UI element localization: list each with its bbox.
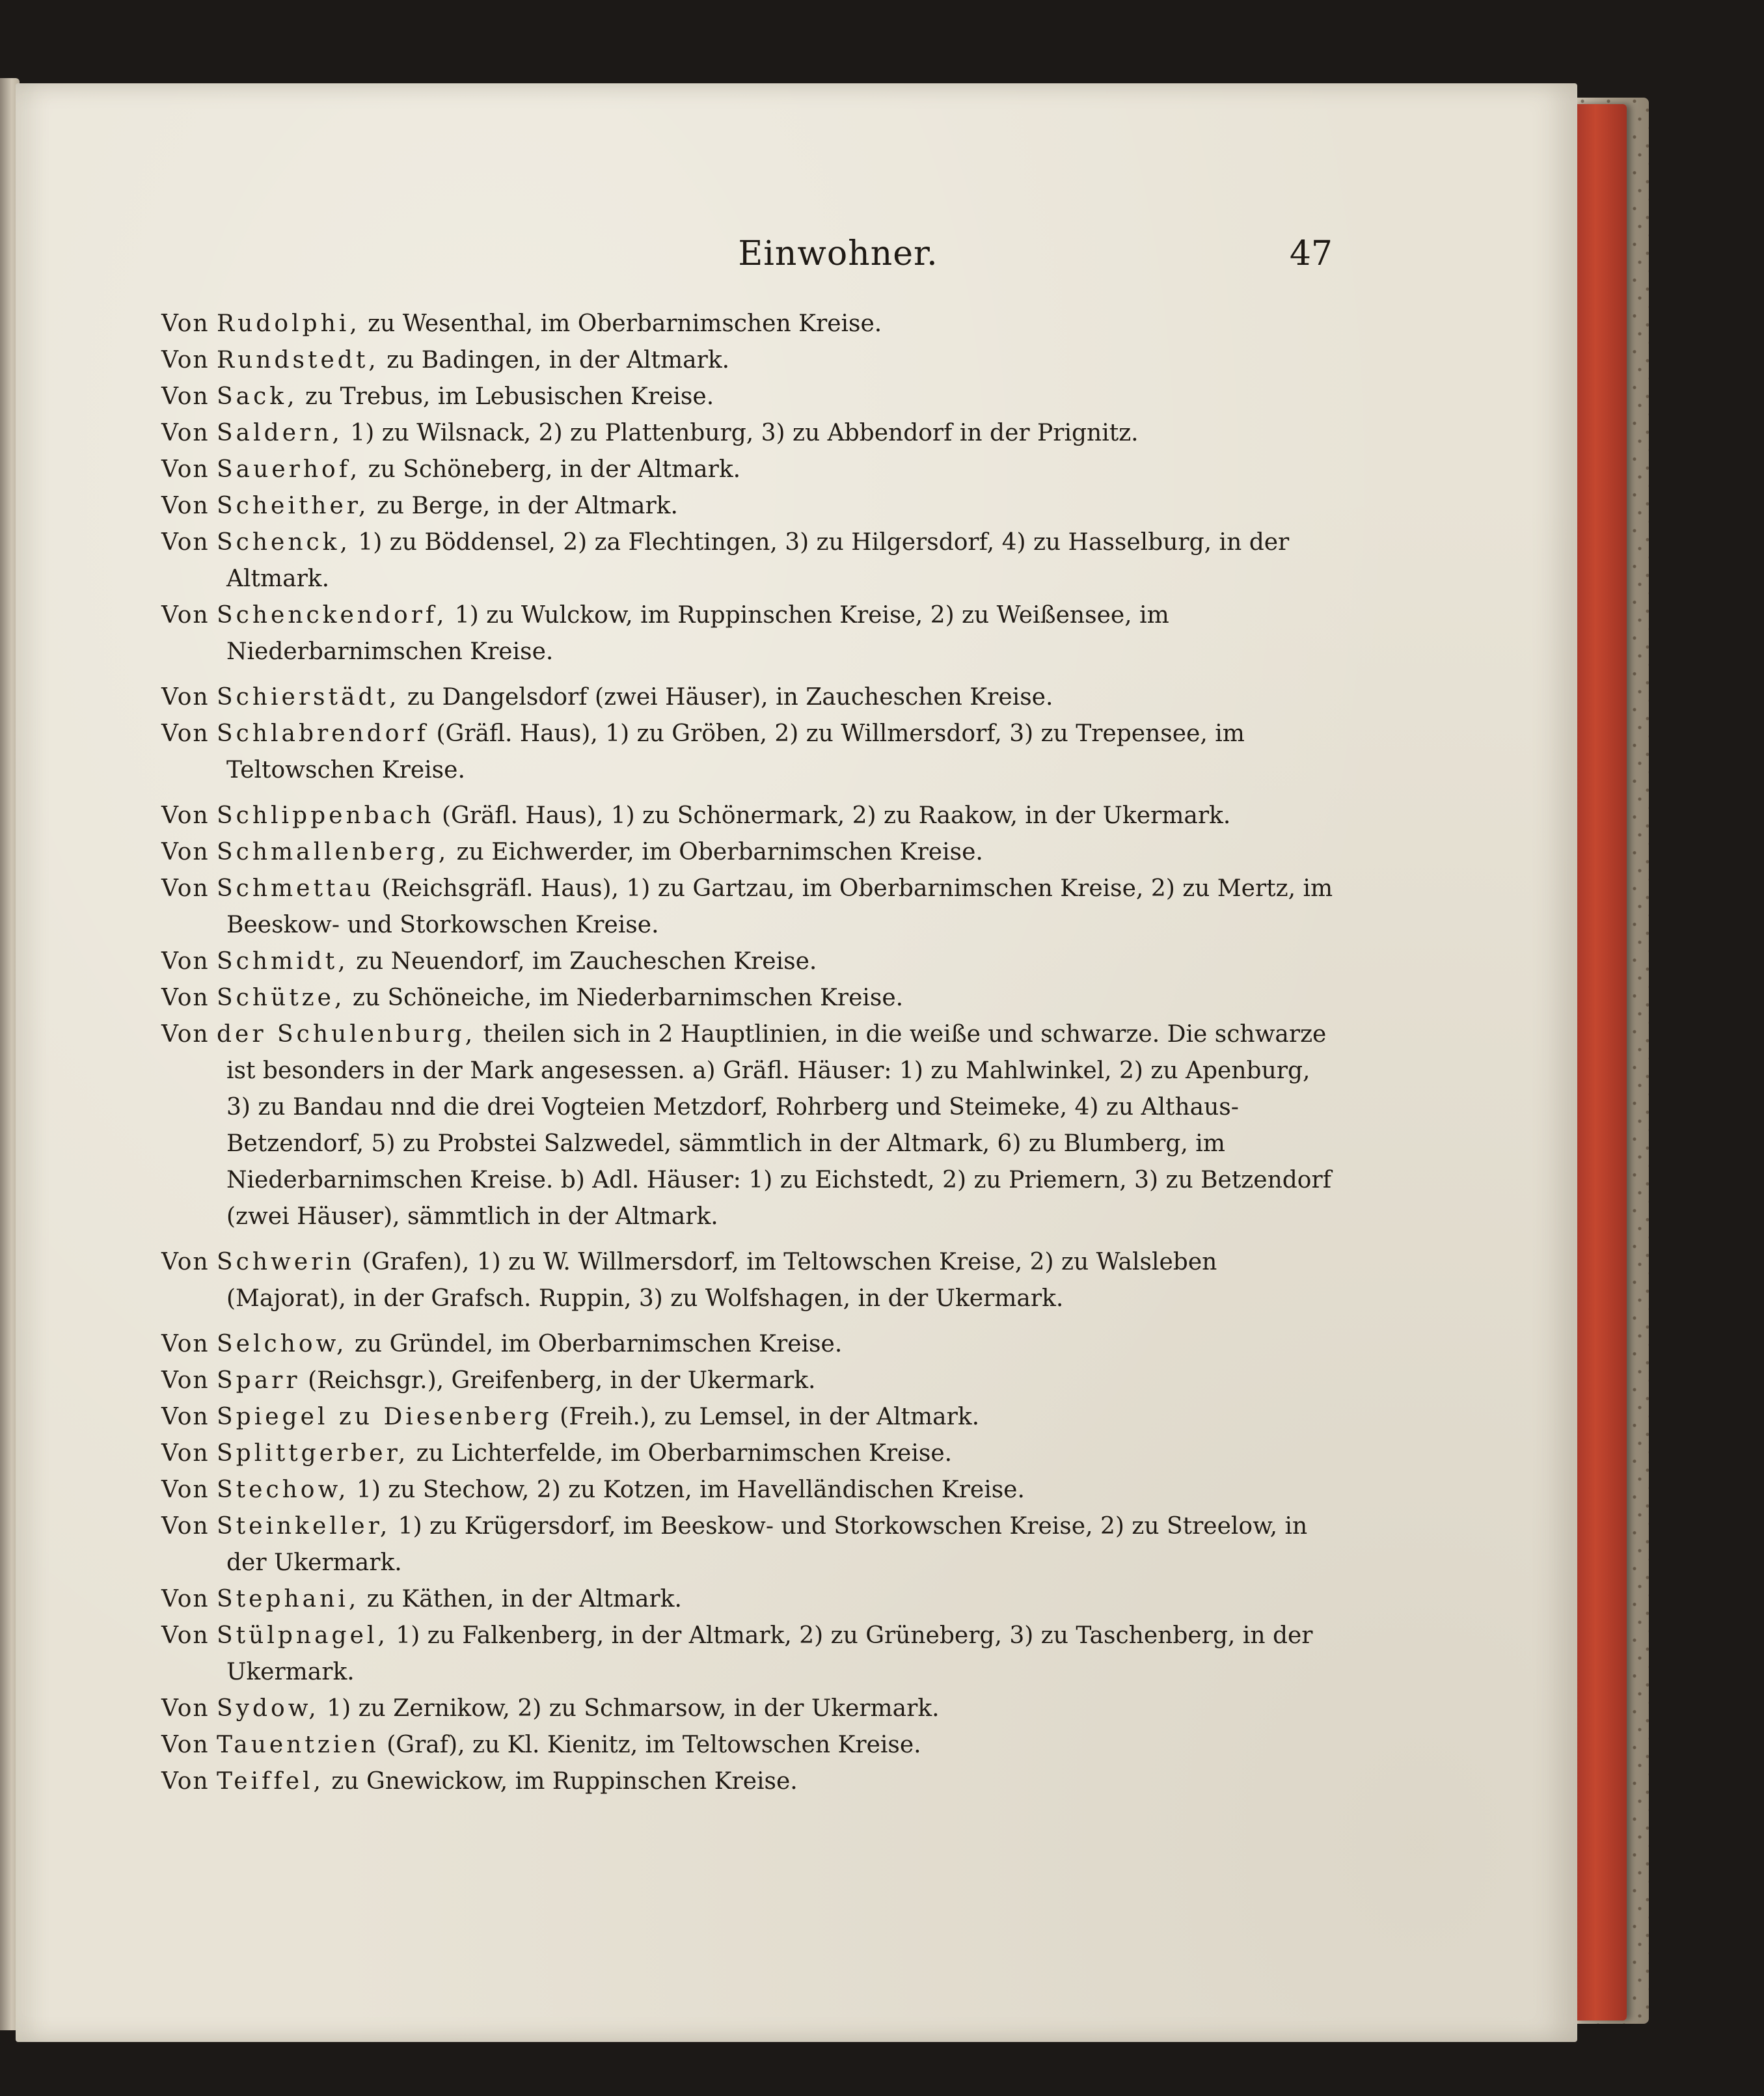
entry-surname: Schierstädt,	[217, 684, 400, 711]
entry-prefix: Von	[161, 1367, 210, 1394]
list-item	[161, 944, 1339, 980]
entry-surname: Selchow,	[217, 1331, 347, 1357]
entry-surname: Schenck,	[217, 529, 351, 556]
entry-text: (Graf), zu Kl. Kienitz, im Teltowschen Kreise.	[387, 1732, 921, 1758]
entry-prefix: Von	[161, 1331, 210, 1357]
entry-text: (Grafen), 1) zu W. Willmersdorf, im Teltowschen Kreise, 2) zu Walsleben (Majorat), in der Grafsch. Ruppin, 3) zu Wolfshagen, in der Ukermark.	[226, 1249, 1217, 1312]
page-number: 47	[1289, 234, 1333, 273]
entry-prefix: Von	[161, 1404, 210, 1430]
list-item	[161, 1363, 1339, 1399]
entry-text: (Reichsgr.), Greifenberg, in der Ukermark.	[308, 1367, 816, 1394]
entry-text: zu Berge, in der Altmark.	[376, 493, 678, 519]
entry-text: zu Neuendorf, im Zaucheschen Kreise.	[356, 948, 817, 975]
list-item	[161, 1763, 1339, 1800]
entry-prefix: Von	[161, 1021, 210, 1048]
entry-prefix: Von	[161, 383, 210, 410]
book-cover-edge	[1575, 104, 1627, 2021]
entry-prefix: Von	[161, 1440, 210, 1467]
entry-surname: Teiffel,	[217, 1768, 324, 1795]
entry-text: 1) zu Zernikow, 2) zu Schmarsow, in der Ukermark.	[327, 1695, 940, 1722]
entry-prefix: Von	[161, 839, 210, 865]
entry-prefix: Von	[161, 602, 210, 629]
entry-surname: Sydow,	[217, 1695, 319, 1722]
list-item	[161, 306, 1339, 342]
entry-surname: Stülpnagel,	[217, 1622, 388, 1649]
list-item	[161, 1472, 1339, 1508]
entry-prefix: Von	[161, 985, 210, 1011]
entry-surname: Tauentzien	[217, 1732, 379, 1758]
entry-text: 1) zu Wilsnack, 2) zu Plattenburg, 3) zu Abbendorf in der Prignitz.	[350, 420, 1139, 446]
entry-prefix: Von	[161, 1768, 210, 1795]
entry-prefix: Von	[161, 493, 210, 519]
list-item	[161, 1691, 1339, 1727]
entry-surname: Scheither,	[217, 493, 370, 519]
entry-text: 1) zu Böddensel, 2) za Flechtingen, 3) zu Hilgersdorf, 4) zu Hasselburg, in der Altmark.	[226, 529, 1290, 592]
list-item	[161, 342, 1339, 379]
entry-text: zu Badingen, in der Altmark.	[387, 347, 730, 374]
list-item	[161, 1326, 1339, 1363]
list-item	[161, 1436, 1339, 1472]
entry-surname: Schmettau	[217, 875, 375, 902]
list-item	[161, 415, 1339, 452]
entry-text: 1) zu Stechow, 2) zu Kotzen, im Havelländischen Kreise.	[356, 1477, 1025, 1503]
list-item	[161, 1581, 1339, 1618]
entry-surname: Schmallenberg,	[217, 839, 450, 865]
entry-surname: Schlabrendorf	[217, 720, 429, 747]
entry-text: zu Schöneiche, im Niederbarnimschen Kreise.	[352, 985, 904, 1011]
entry-text: zu Trebus, im Lebusischen Kreise.	[305, 383, 714, 410]
entry-prefix: Von	[161, 875, 210, 902]
entry-prefix: Von	[161, 529, 210, 556]
entry-prefix: Von	[161, 1513, 210, 1540]
entry-surname: Sack,	[217, 383, 298, 410]
list-item	[161, 1727, 1339, 1763]
entry-text: (Reichsgräfl. Haus), 1) zu Gartzau, im Oberbarnimschen Kreise, 2) zu Mertz, im Beeskow- und Storkowschen Kreise.	[226, 875, 1333, 938]
entry-text: 1) zu Krügersdorf, im Beeskow- und Storkowschen Kreise, 2) zu Streelow, in der Ukermark.	[226, 1513, 1308, 1576]
entry-text: zu Wesenthal, im Oberbarnimschen Kreise.	[368, 310, 882, 337]
entry-prefix: Von	[161, 420, 210, 446]
entry-text: zu Gnewickow, im Ruppinschen Kreise.	[331, 1768, 798, 1795]
list-item	[161, 1244, 1339, 1317]
entry-text: zu Eichwerder, im Oberbarnimschen Kreise.	[456, 839, 983, 865]
entry-surname: Stephani,	[217, 1586, 360, 1613]
entry-text: zu Schöneberg, in der Altmark.	[368, 456, 741, 483]
entry-prefix: Von	[161, 1695, 210, 1722]
list-item	[161, 1399, 1339, 1436]
entry-surname: Schenckendorf,	[217, 602, 448, 629]
entry-prefix: Von	[161, 720, 210, 747]
entry-surname: Stechow,	[217, 1477, 349, 1503]
list-item	[161, 980, 1339, 1016]
entry-text: 1) zu Falkenberg, in der Altmark, 2) zu Grüneberg, 3) zu Taschenberg, in der Ukermark.	[226, 1622, 1313, 1685]
running-head: Einwohner.	[738, 234, 938, 273]
entry-text: zu Dangelsdorf (zwei Häuser), in Zaucheschen Kreise.	[407, 684, 1053, 711]
entry-surname: der Schulenburg,	[217, 1021, 476, 1048]
page-body	[161, 306, 1339, 1800]
entry-text: (Gräfl. Haus), 1) zu Gröben, 2) zu Willmersdorf, 3) zu Trepensee, im Teltowschen Kreise.	[226, 720, 1245, 783]
entry-surname: Sauerhof,	[217, 456, 361, 483]
list-item	[161, 452, 1339, 488]
page-header	[161, 234, 1333, 293]
list-item	[161, 871, 1339, 944]
entry-prefix: Von	[161, 684, 210, 711]
list-item	[161, 597, 1339, 670]
entry-prefix: Von	[161, 347, 210, 374]
entry-prefix: Von	[161, 948, 210, 975]
list-item	[161, 379, 1339, 415]
list-item	[161, 798, 1339, 834]
list-item	[161, 1508, 1339, 1581]
entry-prefix: Von	[161, 1622, 210, 1649]
entry-surname: Schütze,	[217, 985, 346, 1011]
entry-text: theilen sich in 2 Hauptlinien, in die weiße und schwarze. Die schwarze ist besonders in der Mark angesessen. a) Gräfl. Häuser: 1) zu Mahlwinkel, 2) zu Apenburg, 3) zu Bandau nnd die drei Vogteien Metzdorf, Rohrberg und Steimeke, 4) zu Althaus-Betzendorf, 5) zu Probstei Salzwedel, sämmtlich in der Altmark, 6) zu Blumberg, im Niederbarnimschen Kreise. b) Adl. Häuser: 1) zu Eichstedt, 2) zu Priemern, 3) zu Betzendorf (zwei Häuser), sämmtlich in der Altmark.	[226, 1021, 1332, 1230]
list-item	[161, 488, 1339, 524]
entry-text: zu Gründel, im Oberbarnimschen Kreise.	[354, 1331, 843, 1357]
entry-text: 1) zu Wulckow, im Ruppinschen Kreise, 2) zu Weißensee, im Niederbarnimschen Kreise.	[226, 602, 1169, 665]
entry-surname: Schmidt,	[217, 948, 349, 975]
entry-text: (Gräfl. Haus), 1) zu Schönermark, 2) zu Raakow, in der Ukermark.	[441, 802, 1231, 829]
entry-surname: Rundstedt,	[217, 347, 379, 374]
entry-prefix: Von	[161, 1477, 210, 1503]
entry-surname: Steinkeller,	[217, 1513, 391, 1540]
entry-surname: Splittgerber,	[217, 1440, 409, 1467]
entry-prefix: Von	[161, 1586, 210, 1613]
entry-surname: Saldern,	[217, 420, 343, 446]
entry-surname: Schwerin	[217, 1249, 355, 1275]
entry-surname: Schlippenbach	[217, 802, 435, 829]
entry-prefix: Von	[161, 310, 210, 337]
entry-prefix: Von	[161, 1249, 210, 1275]
entry-prefix: Von	[161, 802, 210, 829]
entry-surname: Spiegel zu Diesenberg	[217, 1404, 552, 1430]
entry-text: zu Lichterfelde, im Oberbarnimschen Kreise.	[416, 1440, 953, 1467]
entry-prefix: Von	[161, 1732, 210, 1758]
list-item	[161, 716, 1339, 789]
entry-text: zu Käthen, in der Altmark.	[366, 1586, 682, 1613]
list-item	[161, 524, 1339, 597]
entry-surname: Sparr	[217, 1367, 301, 1394]
list-item	[161, 679, 1339, 716]
list-item	[161, 1618, 1339, 1691]
list-item	[161, 1016, 1339, 1235]
entry-surname: Rudolphi,	[217, 310, 360, 337]
list-item	[161, 834, 1339, 871]
entry-prefix: Von	[161, 456, 210, 483]
entry-text: (Freih.), zu Lemsel, in der Altmark.	[560, 1404, 980, 1430]
